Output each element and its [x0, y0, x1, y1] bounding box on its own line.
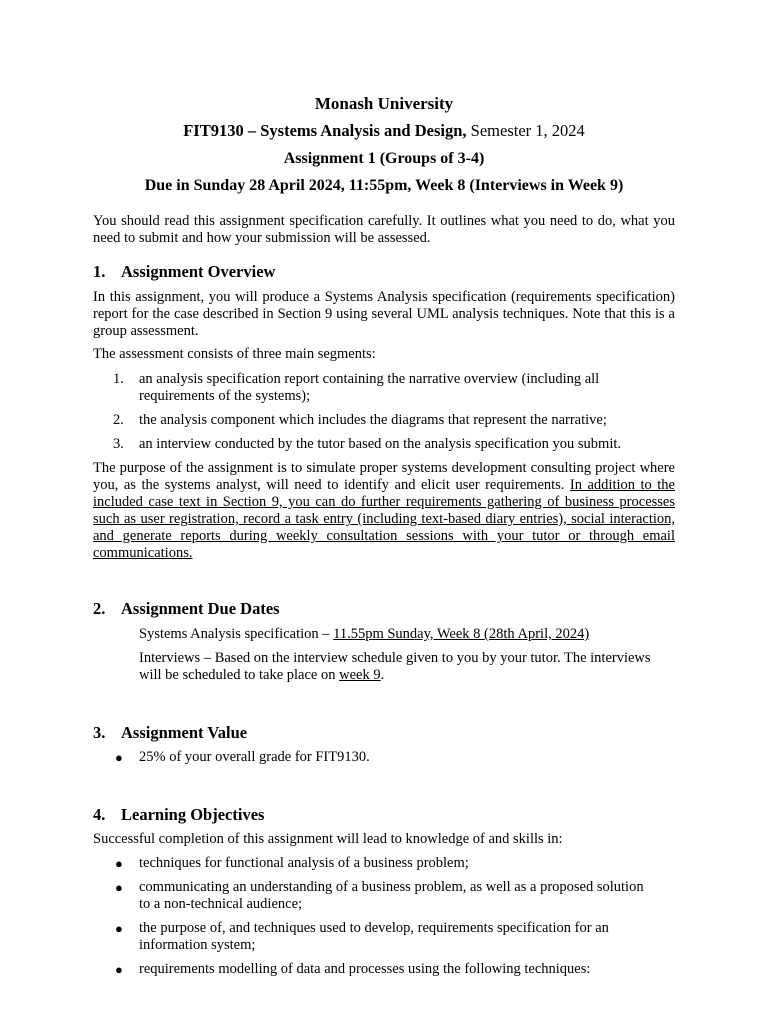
objective-item: [113, 961, 653, 978]
interviews-week: week 9: [339, 667, 381, 683]
course-name: FIT9130 – Systems Analysis and Design,: [183, 121, 467, 140]
section-number: 4.: [93, 805, 106, 824]
list-marker: 1.: [113, 371, 124, 387]
objectives-intro: Successful completion of this assignment will lead to knowledge of and skills in:: [93, 831, 563, 847]
objective-item: [113, 855, 653, 872]
section-title: Assignment Overview: [121, 262, 276, 281]
segment-item: [113, 371, 653, 405]
overview-paragraph-3: [93, 460, 675, 562]
due-line: Due in Sunday 28 April 2024, 11:55pm, Week 8 (Interviews in Week 9): [144, 177, 624, 194]
spec-label: Systems Analysis specification –: [139, 626, 334, 642]
objective-text: techniques for functional analysis of a business problem;: [139, 855, 469, 871]
segment-item: [113, 436, 653, 453]
bullet-text: 25% of your overall grade for FIT9130.: [139, 749, 370, 765]
list-marker: 3.: [113, 436, 124, 452]
section-number: 1.: [93, 262, 106, 281]
list-marker: 2.: [113, 412, 124, 428]
section-heading-overview: [93, 262, 275, 282]
bullet-icon: ●: [115, 856, 123, 871]
section-heading-due-dates: [93, 599, 280, 619]
spec-due-line: [139, 626, 659, 643]
section-number: 3.: [93, 723, 106, 742]
objective-text: communicating an understanding of a business problem, as well as a proposed solution to a non-technical audience;: [139, 879, 644, 912]
list-text: an analysis specification report containing the narrative overview (including all requirements of the systems);: [139, 371, 600, 404]
objective-text: requirements modelling of data and processes using the following techniques:: [139, 961, 591, 977]
interviews-end: .: [380, 667, 385, 683]
spec-due-date: 11.55pm Sunday, Week 8 (28th April, 2024): [333, 626, 590, 642]
objective-item: [113, 920, 653, 954]
bullet-icon: ●: [115, 750, 123, 765]
further-requirements-text: In addition to the included case text in Section 9, you can do further requirements gathering of business processes such as user registration, record a task entry (including text-based diary entries), social interaction, and generate reports during weekly consultation sessions with your tutor or through email communications.: [93, 477, 675, 561]
value-bullet: [113, 749, 653, 766]
bullet-icon: ●: [115, 880, 123, 895]
overview-paragraph-1: In this assignment, you will produce a Systems Analysis specification (requirements specification) report for the case described in Section 9 using several UML analysis techniques. Note that this is a group assessment.: [93, 289, 675, 339]
purpose-text: The purpose of the assignment is to simulate proper systems development consulting project where you, as the systems analyst, will need to identify and elicit user requirements.: [93, 460, 675, 493]
bullet-icon: ●: [115, 921, 123, 936]
list-text: the analysis component which includes the diagrams that represent the narrative;: [139, 412, 607, 428]
section-number: 2.: [93, 599, 106, 618]
section-heading-objectives: [93, 805, 264, 825]
semester: Semester 1, 2024: [466, 121, 585, 140]
objective-item: [113, 879, 653, 913]
interviews-text: Interviews – Based on the interview schedule given to you by your tutor. The interviews will be scheduled to take place on: [139, 650, 651, 683]
intro-paragraph: You should read this assignment specification carefully. It outlines what you need to do, what you need to submit and how your submission will be assessed.: [93, 213, 675, 246]
university-title: Monash University: [314, 94, 454, 113]
course-title: [0, 121, 768, 141]
segment-item: [113, 412, 653, 429]
assignment-title: Assignment 1 (Groups of 3-4): [283, 150, 485, 167]
interviews-line: [139, 650, 659, 684]
section-title: Assignment Value: [121, 723, 248, 742]
section-title: Assignment Due Dates: [121, 599, 280, 618]
section-title: Learning Objectives: [121, 805, 265, 824]
overview-paragraph-2: The assessment consists of three main segments:: [93, 346, 376, 362]
section-heading-value: [93, 723, 247, 743]
list-text: an interview conducted by the tutor based on the analysis specification you submit.: [139, 436, 622, 452]
objective-text: the purpose of, and techniques used to develop, requirements specification for an information system;: [139, 920, 609, 953]
bullet-icon: ●: [115, 962, 123, 977]
